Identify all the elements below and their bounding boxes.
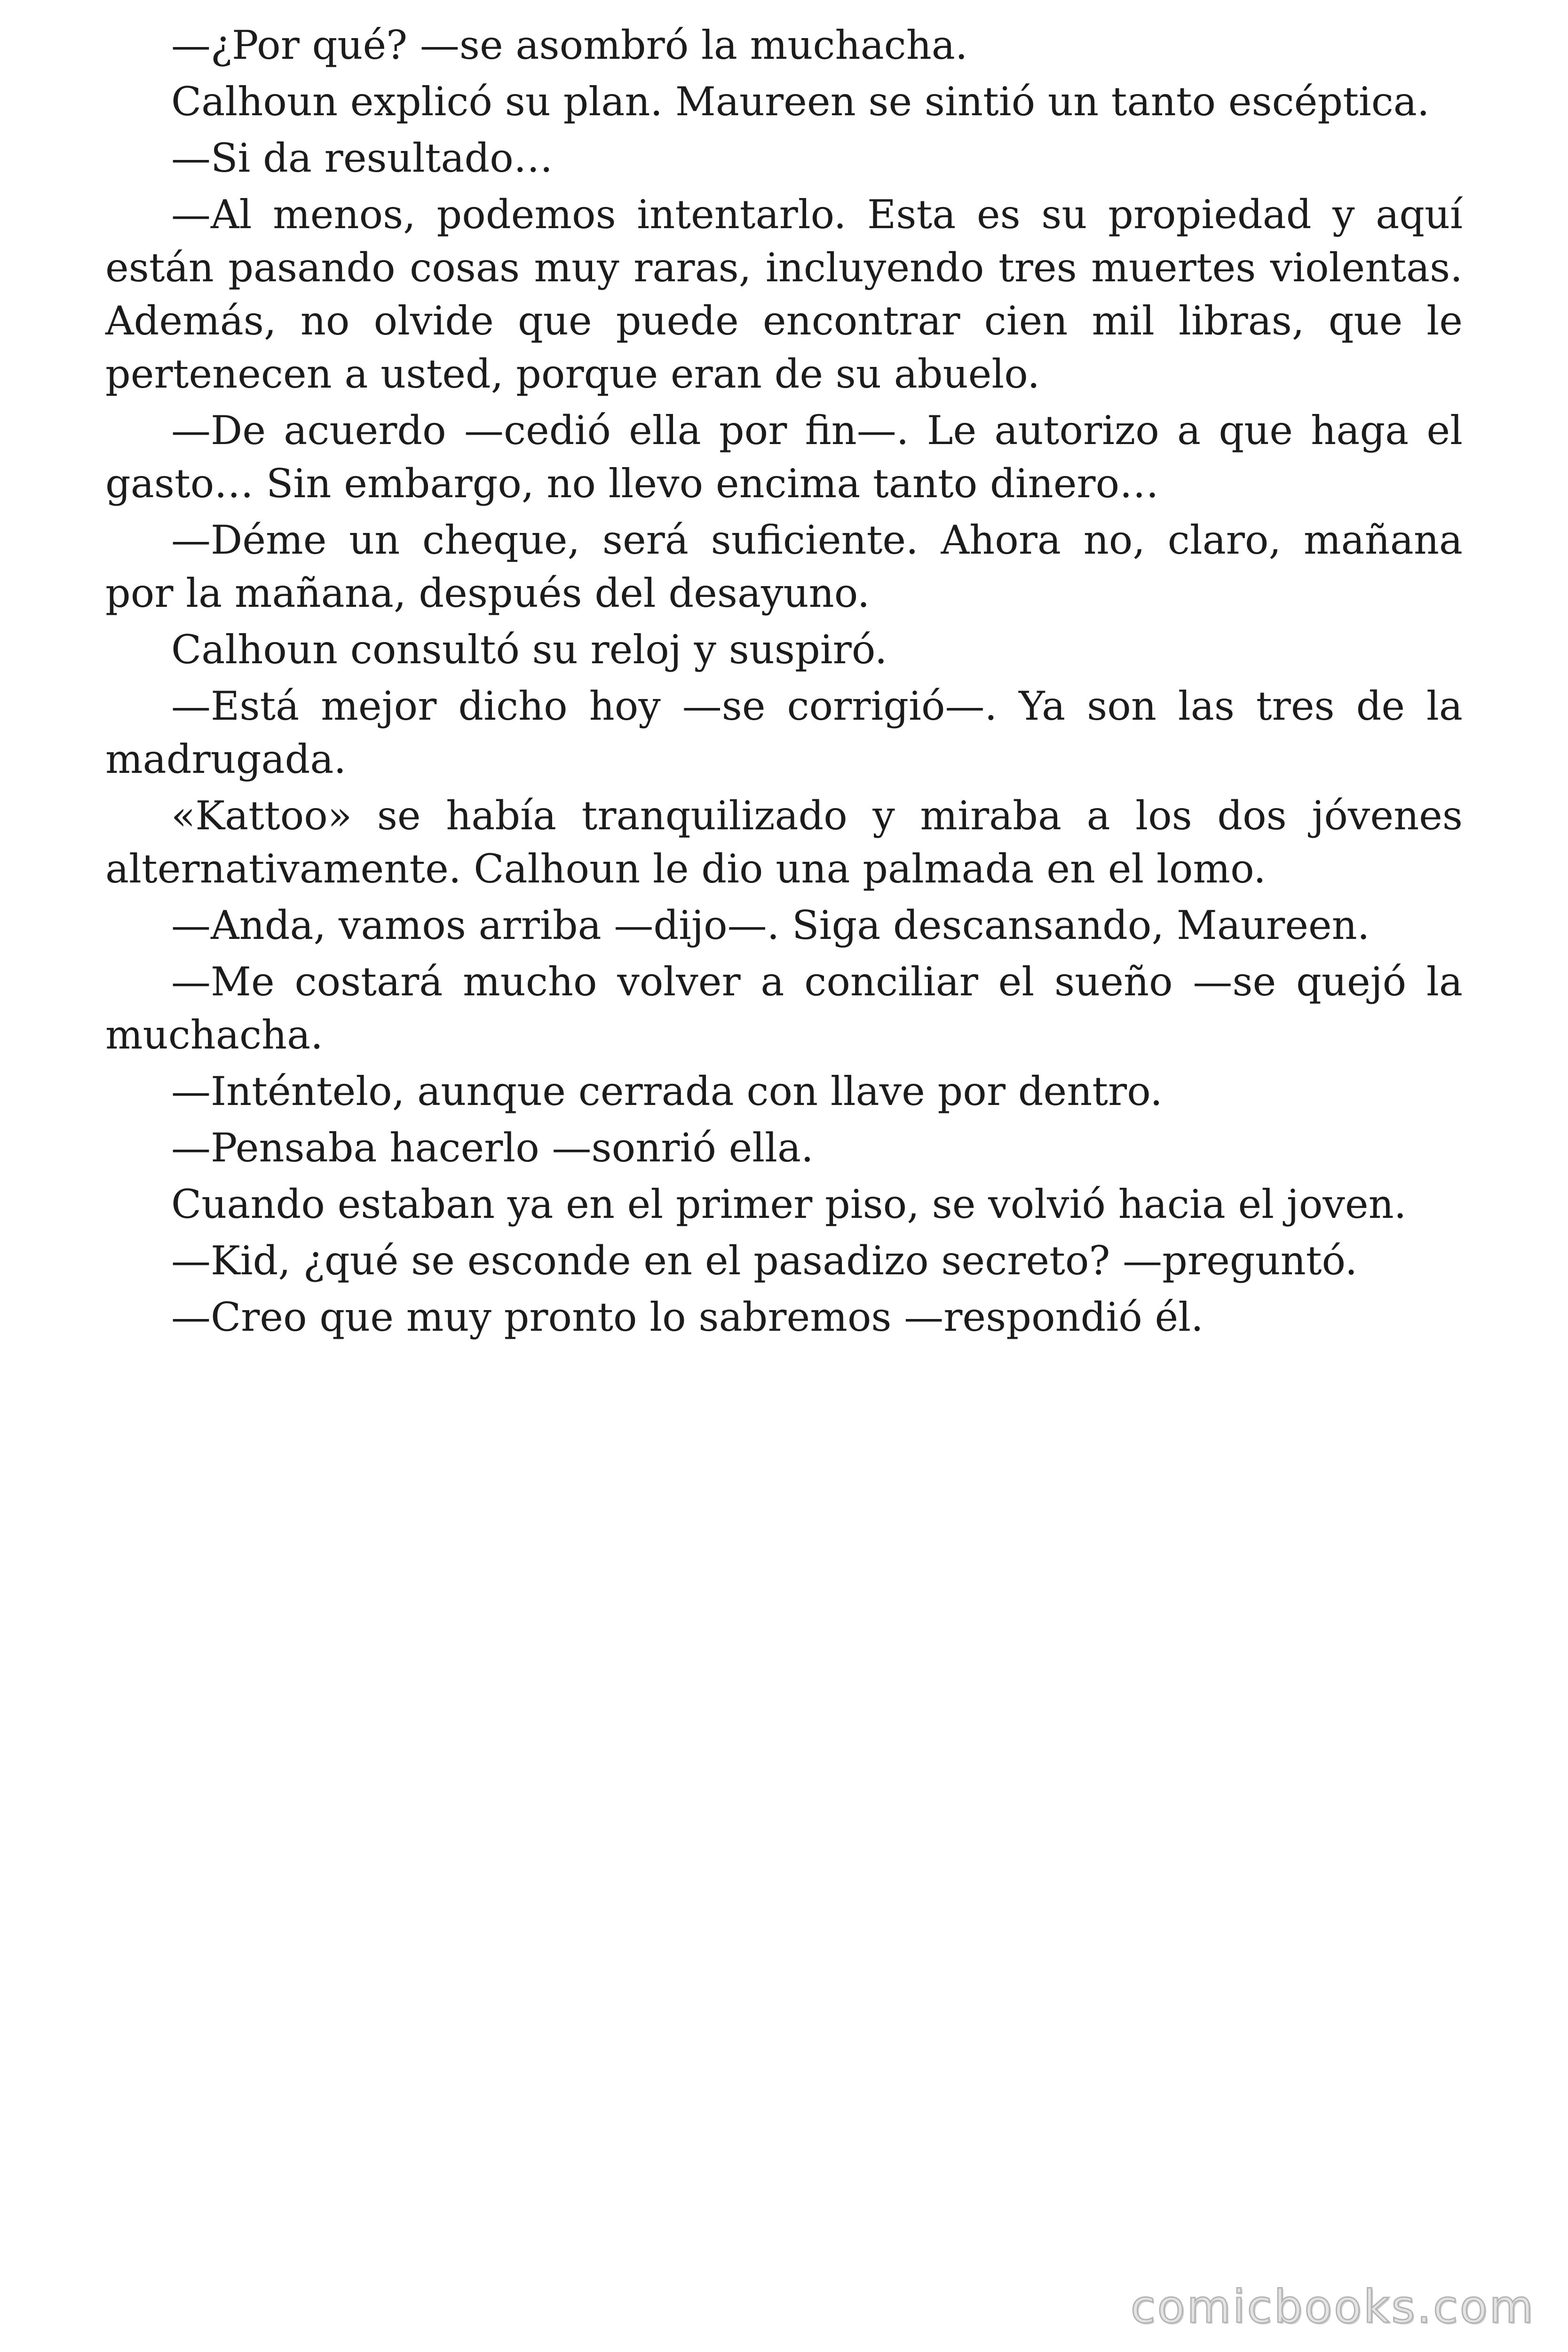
- paragraph: —Anda, vamos arriba —dijo—. Siga descansando, Maureen.: [171, 902, 1370, 948]
- paragraph: —Si da resultado…: [171, 135, 553, 181]
- paragraph: Calhoun consultó su reloj y suspiró.: [171, 627, 887, 673]
- paragraph: —Déme un cheque, será suficiente. Ahora no, claro, mañana por la mañana, después del desayuno.: [105, 517, 1463, 616]
- paragraph: —Kid, ¿qué se esconde en el pasadizo secreto? —preguntó.: [171, 1238, 1358, 1284]
- paragraph: —Pensaba hacerlo —sonrió ella.: [171, 1125, 814, 1171]
- page-text: [105, 19, 1463, 1347]
- paragraph: —Me costará mucho volver a conciliar el sueño —se quejó la muchacha.: [105, 959, 1463, 1058]
- paragraph: «Kattoo» se había tranquilizado y miraba a los dos jóvenes alternativamente. Calhoun le dio una palmada en el lomo.: [105, 793, 1463, 892]
- paragraph: Cuando estaban ya en el primer piso, se volvió hacia el joven.: [171, 1181, 1407, 1227]
- paragraph: Calhoun explicó su plan. Maureen se sintió un tanto escéptica.: [171, 79, 1430, 125]
- paragraph: —Está mejor dicho hoy —se corrigió—. Ya son las tres de la madrugada.: [105, 683, 1463, 782]
- paragraph: —¿Por qué? —se asombró la muchacha.: [171, 22, 968, 68]
- paragraph: —Inténtelo, aunque cerrada con llave por dentro.: [171, 1068, 1163, 1114]
- watermark: comicbooks.com: [1130, 2280, 1535, 2333]
- paragraph: —De acuerdo —cedió ella por fin—. Le autorizo a que haga el gasto… Sin embargo, no llevo encima tanto dinero…: [105, 407, 1463, 507]
- paragraph: —Creo que muy pronto lo sabremos —respondió él.: [171, 1294, 1204, 1340]
- paragraph: —Al menos, podemos intentarlo. Esta es su propiedad y aquí están pasando cosas muy raras, incluyendo tres muertes violentas. Además, no olvide que puede encontrar cien mil libras, que le pertenecen a usted, porque eran de su abuelo.: [105, 191, 1463, 397]
